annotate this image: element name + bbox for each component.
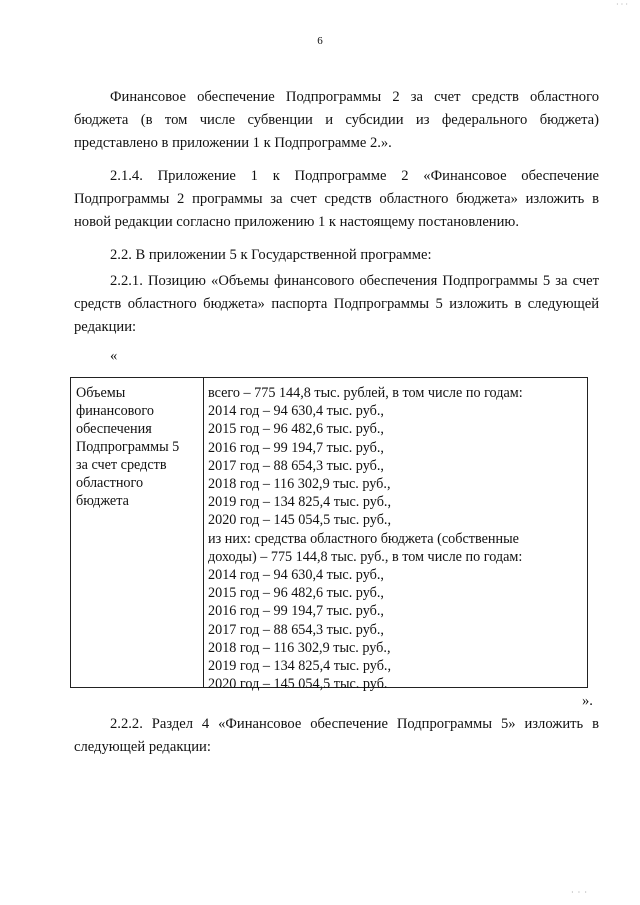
page-number: 6 (317, 35, 323, 47)
table-left-cell (76, 384, 200, 510)
right-cell-line: 2015 год – 96 482,6 тыс. руб., (208, 421, 384, 438)
opening-quote: « (110, 348, 118, 364)
right-cell-line: 2014 год – 94 630,4 тыс. руб., (208, 567, 384, 584)
right-cell-line: 2017 год – 88 654,3 тыс. руб., (208, 621, 384, 638)
paragraph-financing-subprogram-2: Финансовое обеспечение Подпрограммы 2 за счет средств областного бюджета (в том числе субвенции и субсидии из федерального бюджета) представлено в приложении 1 к Подпрограмме 2.». (74, 89, 599, 151)
paragraph-2-2: 2.2. В приложении 5 к Государственной программе: (110, 247, 432, 263)
right-cell-line: 2020 год – 145 054,5 тыс. руб., (208, 512, 392, 529)
left-cell-line: бюджета (76, 493, 129, 509)
right-cell-line: 2019 год – 134 825,4 тыс. руб., (208, 494, 392, 511)
left-cell-line: финансового (76, 403, 154, 419)
right-cell-line: доходы) – 775 144,8 тыс. руб., в том числе по годам: (208, 548, 523, 565)
right-cell-line: 2017 год – 88 654,3 тыс. руб., (208, 457, 384, 474)
closing-quote: ». (582, 693, 593, 709)
right-cell-line: 2018 год – 116 302,9 тыс. руб., (208, 476, 391, 493)
right-cell-line: 2015 год – 96 482,6 тыс. руб., (208, 585, 384, 602)
paragraph-2-1-4: 2.1.4. Приложение 1 к Подпрограмме 2 «Финансовое обеспечение Подпрограммы 2 программы за счет средств областного бюджета» изложить в новой редакции согласно приложению 1 к настоящему постановлению. (74, 168, 599, 230)
right-cell-line: 2016 год – 99 194,7 тыс. руб., (208, 603, 384, 620)
left-cell-line: Подпрограммы 5 (76, 439, 180, 455)
right-cell-line: из них: средства областного бюджета (собственные (208, 530, 519, 547)
left-cell-line: за счет средств (76, 457, 167, 473)
right-cell-line: всего – 775 144,8 тыс. рублей, в том числе по годам: (208, 385, 523, 401)
left-cell-line: обеспечения (76, 421, 152, 437)
corner-mark-bottom: · · · (571, 888, 588, 897)
right-cell-line: 2019 год – 134 825,4 тыс. руб., (208, 658, 392, 675)
corner-mark-top: · · · (616, 0, 628, 9)
table-right-cell (208, 384, 584, 693)
table-column-divider (203, 378, 204, 687)
paragraph-2-2-1: 2.2.1. Позицию «Объемы финансового обеспечения Подпрограммы 5 за счет средств областного бюджета» паспорта Подпрограммы 5 изложить в следующей редакции: (74, 273, 599, 335)
left-cell-line: областного (76, 475, 144, 491)
right-cell-line: 2016 год – 99 194,7 тыс. руб., (208, 439, 384, 456)
right-cell-line: 2018 год – 116 302,9 тыс. руб., (208, 639, 391, 656)
paragraph-2-2-2: 2.2.2. Раздел 4 «Финансовое обеспечение Подпрограммы 5» изложить в следующей редакции: (74, 716, 599, 755)
right-cell-line: 2014 год – 94 630,4 тыс. руб., (208, 403, 384, 420)
right-cell-line: 2020 год – 145 054,5 тыс. руб. (208, 676, 388, 693)
financing-table (70, 377, 588, 693)
left-cell-line: Объемы (76, 385, 126, 401)
